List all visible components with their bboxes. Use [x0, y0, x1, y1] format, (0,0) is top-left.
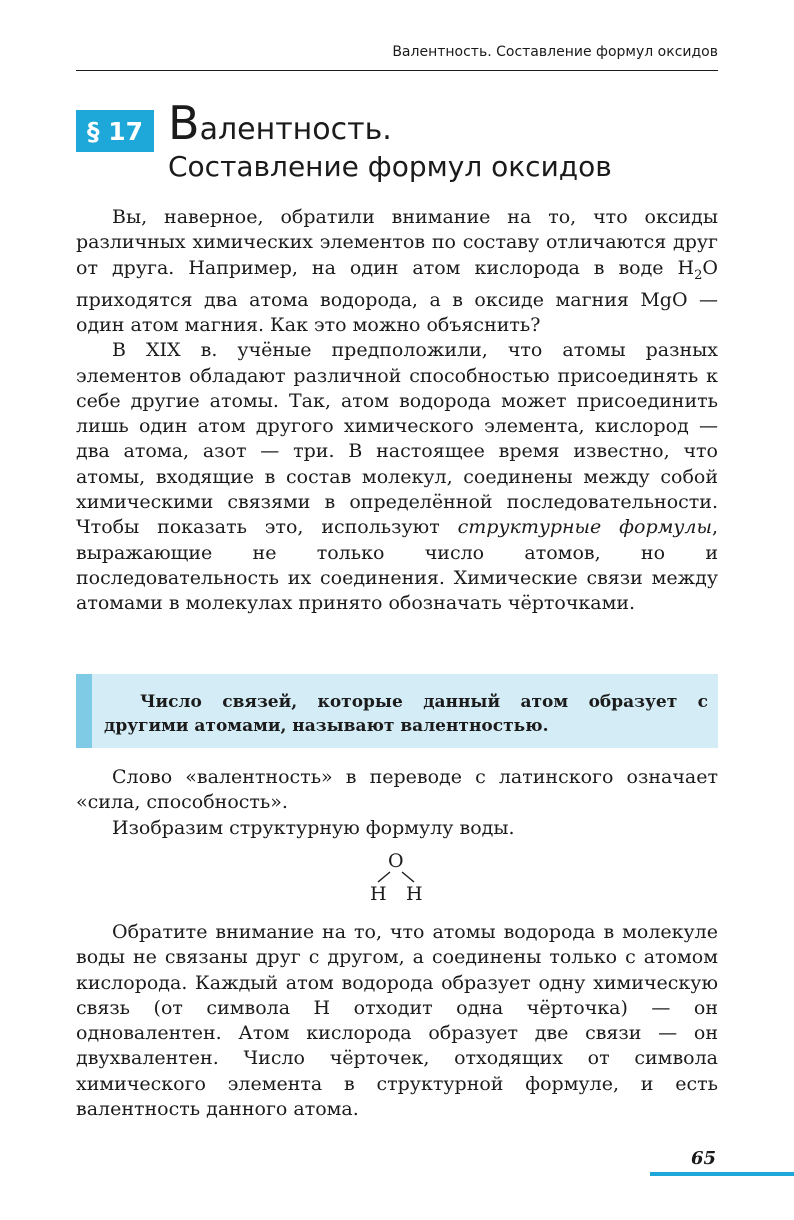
- water-structural-formula: [360, 850, 440, 910]
- intro-text: [76, 205, 718, 617]
- title-drop-letter: В: [168, 96, 200, 150]
- title-line1: алентность.: [199, 112, 392, 147]
- intro-p1-text: Вы, наверное, обратили внимание на то, что оксиды различных химических элементов по составу отличаются друг от друга. Например, на один атом кислорода в воде H: [76, 206, 718, 279]
- intro-paragraph-1: [76, 205, 718, 338]
- intro-paragraph-2: [76, 338, 718, 616]
- definition-box: [76, 674, 718, 748]
- intro-p1-rest: O приходятся два атома водорода, а в оксиде магния MgO — один атом магния. Как это можно объяснить?: [76, 256, 718, 336]
- footer-rule: [650, 1172, 794, 1176]
- header-rule: [76, 70, 718, 71]
- structural-formulas-term: структурные формулы: [457, 516, 712, 539]
- definition-accent-bar: [76, 674, 92, 748]
- intro-p2-a: В XIX в. учёные предположили, что атомы разных элементов обладают различной способностью присоединять к себе другие атомы. Так, атом водорода может присоединить лишь один атом другого химического элемента, кислород — два атома, азот — три. В настоящее время известно, что атомы, входящие в состав молекул, соединены между собой химическими связями в определённой последовательности. Чтобы показать это, используют: [76, 339, 718, 539]
- bond-right: [402, 872, 414, 882]
- intro-p2-b: , выражающие не только число атомов, но и последовательность их соединения. Химические связи между атомами в молекулах принято обозначать чёрточками.: [76, 516, 718, 615]
- section-badge: § 17: [76, 110, 154, 152]
- middle-paragraph-1: Слово «валентность» в переводе с латинского означает «сила, способность».: [76, 766, 718, 814]
- water-subscript: 2: [694, 267, 703, 283]
- section-title: [168, 96, 612, 183]
- middle-text: [76, 765, 718, 841]
- bond-left: [378, 872, 390, 882]
- definition-text: Число связей, которые данный атом образует с другими атомами, называют валентностью.: [104, 692, 708, 736]
- formula-oxygen: O: [388, 850, 404, 872]
- closing-paragraph: Обратите внимание на то, что атомы водорода в молекуле воды не связаны друг с другом, а соединены только с атомом кислорода. Каждый атом водорода образует одну химическую связь (от символа H отходит одна чёрточка) — он одновалентен. Атом кислорода образует две связи — он двухвалентен. Число чёрточек, отходящих от символа химического элемента в структурной формуле, и есть валентность данного атома.: [76, 921, 718, 1121]
- formula-hydrogen-left: H: [370, 883, 387, 905]
- running-head: Валентность. Составление формул оксидов: [392, 44, 718, 60]
- page-number: 65: [690, 1148, 716, 1169]
- closing-text: [76, 920, 718, 1122]
- middle-paragraph-2: Изобразим структурную формулу воды.: [112, 816, 515, 839]
- formula-hydrogen-right: H: [406, 883, 423, 905]
- title-line2: Составление формул оксидов: [168, 150, 612, 183]
